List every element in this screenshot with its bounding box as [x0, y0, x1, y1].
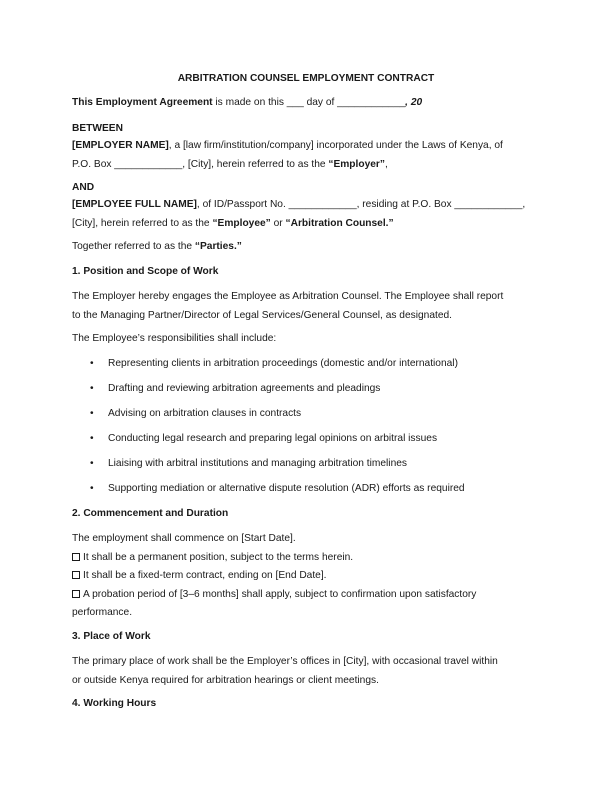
employer-name: [EMPLOYER NAME]: [72, 140, 169, 151]
list-item-text: Drafting and reviewing arbitration agreements and pleadings: [108, 383, 381, 394]
list-item-text: Supporting mediation or alternative dispute resolution (ADR) efforts as required: [108, 483, 465, 494]
list-item: [90, 380, 550, 399]
employee-line2: [City], herein referred to as the: [72, 217, 213, 229]
list-item: [90, 480, 550, 499]
bullet-icon: •: [90, 383, 94, 394]
list-item: [90, 430, 550, 449]
employer-block: [72, 137, 542, 174]
parties-term: “Parties.”: [194, 241, 242, 252]
section2-heading: 2. Commencement and Duration: [72, 508, 229, 519]
employee-role: “Employee”: [212, 217, 271, 229]
option-probation-cont: performance.: [72, 607, 133, 618]
section1-line1: The Employer hereby engages the Employee as Arbitration Counsel. The Employee shall report: [72, 291, 504, 302]
employee-line1: , of ID/Passport No. ____________, residing at P.O. Box ____________,: [196, 199, 526, 210]
counsel-role: “Arbitration Counsel.”: [285, 217, 394, 229]
intro-text: is made on this ___ day of ____________: [212, 97, 406, 108]
bullet-icon: •: [90, 483, 94, 494]
section3-line2: or outside Kenya required for arbitration hearings or client meetings.: [72, 674, 379, 686]
section3-line1: The primary place of work shall be the Employer’s offices in [City], with occasional travel within: [72, 656, 498, 667]
list-item-text: Conducting legal research and preparing legal opinions on arbitral issues: [108, 433, 438, 444]
employee-or: or: [270, 217, 286, 229]
employee-name: [EMPLOYEE FULL NAME]: [72, 199, 197, 210]
section2-body: [72, 530, 542, 623]
bullet-icon: •: [90, 433, 94, 444]
list-item-text: Advising on arbitration clauses in contracts: [108, 408, 302, 419]
intro-lead: This Employment Agreement: [72, 97, 213, 108]
employer-line2: P.O. Box ____________, [City], herein referred to as the: [72, 158, 329, 170]
employer-line1: , a [law firm/institution/company] incorporated under the Laws of Kenya, of: [168, 140, 503, 151]
list-item: [90, 405, 550, 424]
section3-paragraph: [72, 653, 542, 690]
between-heading: BETWEEN: [72, 123, 123, 134]
section3-heading: 3. Place of Work: [72, 631, 151, 642]
option-probation: A probation period of [3–6 months] shall apply, subject to confirmation upon satisfactory: [83, 588, 477, 600]
list-item: [90, 455, 550, 474]
commencement-text: The employment shall commence on [Start Date].: [72, 533, 296, 544]
employee-block: [72, 196, 542, 233]
checkbox-icon[interactable]: [72, 590, 80, 598]
employer-role: “Employer”: [328, 158, 385, 170]
option-permanent: It shall be a permanent position, subject to the terms herein.: [83, 551, 354, 563]
parties-text: Together referred to as the: [72, 241, 195, 252]
bullet-icon: •: [90, 408, 94, 419]
responsibilities-intro: The Employee’s responsibilities shall include:: [72, 333, 277, 344]
intro-year: , 20: [405, 97, 423, 108]
option-fixed-term: It shall be a fixed-term contract, ending on [End Date].: [83, 570, 327, 581]
section1-heading: 1. Position and Scope of Work: [72, 266, 219, 277]
and-heading: AND: [72, 182, 95, 193]
parties-definition: [72, 238, 542, 257]
employer-line2-end: ,: [384, 158, 388, 170]
section1-line2: to the Managing Partner/Director of Legal Services/General Counsel, as designated.: [72, 309, 452, 321]
checkbox-icon[interactable]: [72, 571, 80, 579]
agreement-intro: [72, 94, 542, 113]
bullet-icon: •: [90, 358, 94, 369]
bullet-icon: •: [90, 458, 94, 469]
list-item-text: Liaising with arbitral institutions and managing arbitration timelines: [108, 458, 407, 469]
document-title: ARBITRATION COUNSEL EMPLOYMENT CONTRACT: [177, 73, 435, 84]
section4-heading: 4. Working Hours: [72, 698, 157, 709]
list-item: [90, 355, 550, 374]
checkbox-icon[interactable]: [72, 553, 80, 561]
list-item-text: Representing clients in arbitration proceedings (domestic and/or international): [108, 358, 458, 369]
section1-paragraph: [72, 288, 542, 325]
